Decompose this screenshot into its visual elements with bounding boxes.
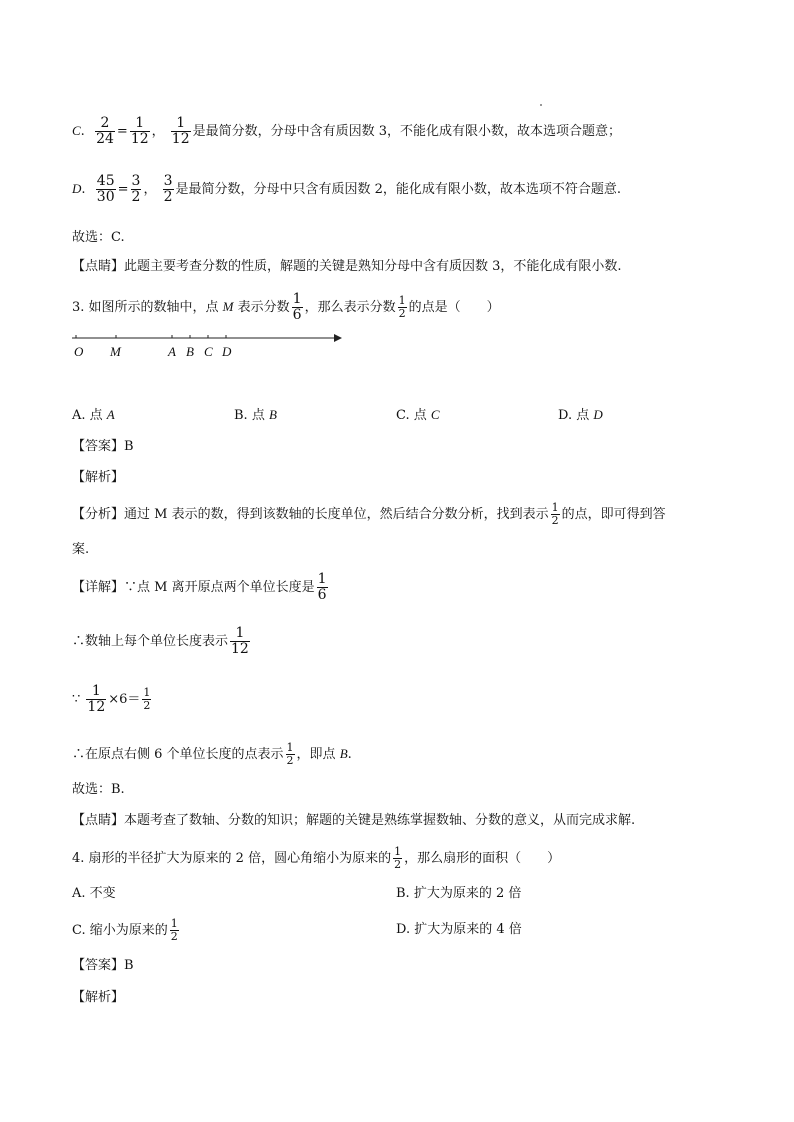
label-o: O	[74, 344, 84, 359]
number-line	[72, 330, 352, 364]
jiexi-4: 【解析】	[72, 990, 125, 1005]
therefore-line-2: ∴在原点右侧 6 个单位长度的点表示 $\frac{1}{2}$ ，即点 B.	[72, 741, 352, 767]
fraction: $\frac{1}{2}$	[170, 917, 178, 943]
option-label: C	[72, 123, 81, 138]
fraction: $\frac{1}{2}$	[286, 741, 294, 767]
fenxi-line-1: 【分析】通过 M 表示的数，得到该数轴的长度单位，然后结合分数分析，找到表示 $\frac{1}{2}$ 的点，即可得到答	[72, 501, 666, 527]
dianjing-3: 【点睛】本题考查了数轴、分数的知识；解题的关键是熟练掌握数轴、分数的意义，从而完成求解.	[72, 813, 636, 828]
line-text: 是最简分数，分母中含有质因数 3，不能化成有限小数，故本选项合题意；	[192, 124, 622, 139]
fraction: $\frac{1}{2}$	[143, 686, 151, 712]
answer-4: 【答案】B	[72, 958, 134, 973]
q3-option-b[interactable]: B. 点 B	[234, 407, 277, 423]
label-b: B	[186, 344, 194, 359]
line-text: 是最简分数，分母中只含有质因数 2，能化成有限小数，故本选项不符合题意.	[175, 182, 622, 197]
fraction: $\frac{1}{2}$	[551, 501, 559, 527]
solution-line-c: C. $\frac{2}{24}$ = $\frac{1}{12}$ ， $\frac{1}{12}$ 是最简分数，分母中含有质因数 3，不能化成有限小数，故本选项合题意；	[72, 115, 622, 147]
question-3: 3. 如图所示的数轴中，点 M 表示分数 $\frac{1}{6}$ ，那么表示分数 $\frac{1}{2}$ 的点是（ ）	[72, 291, 500, 323]
because-line-2: ∵ $\frac{1}{12}$ ×6＝ $\frac{1}{2}$	[72, 683, 151, 715]
axis-arrow	[334, 334, 342, 342]
fraction: $\frac{2}{24}$	[96, 115, 114, 147]
fraction: $\frac{1}{12}$	[87, 683, 106, 715]
q4-option-b[interactable]: B. 扩大为原来的 2 倍	[396, 886, 522, 901]
fraction: $\frac{1}{12}$	[130, 115, 149, 147]
fraction: $\frac{1}{6}$	[292, 291, 302, 323]
choice-line-1: 故选：C.	[72, 230, 125, 245]
fraction: $\frac{1}{6}$	[317, 571, 327, 603]
therefore-line-1: ∴数轴上每个单位长度表示 $\frac{1}{12}$	[72, 625, 249, 657]
q4-option-d[interactable]: D. 扩大为原来的 4 倍	[396, 922, 522, 937]
choice-line-3: 故选：B.	[72, 782, 125, 797]
q3-option-a[interactable]: A. 点 A	[72, 407, 115, 423]
option-label: D	[72, 181, 82, 196]
fraction: $\frac{1}{12}$	[171, 115, 190, 147]
scan-speck	[540, 104, 542, 106]
label-c: C	[204, 344, 213, 359]
fraction: $\frac{3}{2}$	[131, 173, 141, 205]
fraction: $\frac{1}{2}$	[398, 294, 406, 320]
label-a: A	[168, 344, 176, 359]
label-d: D	[222, 344, 232, 359]
xiangjie-line: 【详解】∵点 M 离开原点两个单位长度是 $\frac{1}{6}$	[72, 571, 327, 603]
q4-option-a[interactable]: A. 不变	[72, 886, 116, 901]
solution-line-d: D. $\frac{45}{30}$ = $\frac{3}{2}$ ， $\frac{3}{2}$ 是最简分数，分母中只含有质因数 2，能化成有限小数，故本选项不符合题意.	[72, 173, 622, 205]
label-m: M	[110, 344, 121, 359]
fraction: $\frac{3}{2}$	[163, 173, 173, 205]
fenxi-line-2: 案.	[72, 542, 90, 557]
q4-option-c[interactable]: C. 缩小为原来的 $\frac{1}{2}$	[72, 917, 178, 943]
answer-3: 【答案】B	[72, 439, 134, 454]
dianjing-1: 【点睛】此题主要考查分数的性质，解题的关键是熟知分母中含有质因数 3，不能化成有限小数.	[72, 259, 622, 274]
q3-option-d[interactable]: D. 点 D	[558, 407, 603, 423]
question-4: 4. 扇形的半径扩大为原来的 2 倍，圆心角缩小为原来的 $\frac{1}{2}$ ，那么扇形的面积（ ）	[72, 845, 561, 871]
fraction: $\frac{1}{12}$	[231, 625, 249, 657]
jiexi-3: 【解析】	[72, 470, 125, 485]
fraction: $\frac{1}{2}$	[394, 845, 402, 871]
fraction: $\frac{45}{30}$	[96, 173, 115, 205]
q3-option-c[interactable]: C. 点 C	[396, 407, 440, 423]
